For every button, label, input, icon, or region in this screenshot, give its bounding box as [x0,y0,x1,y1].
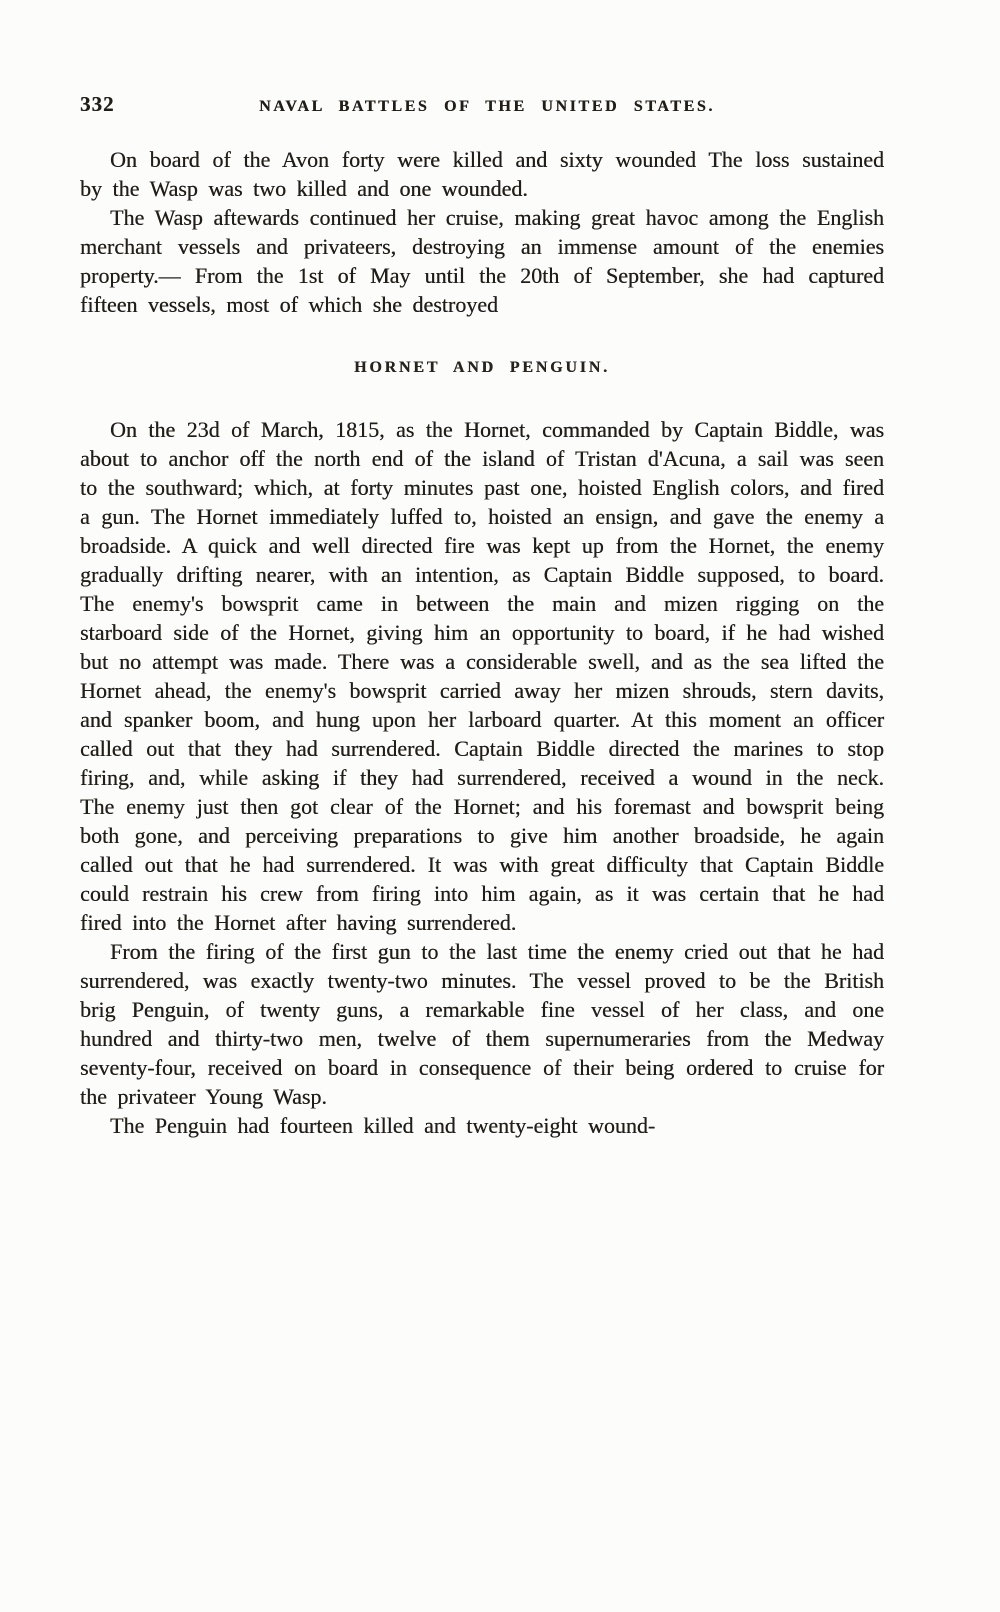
paragraph-penguin-casualties: The Penguin had fourteen killed and twenty-eight wound- [110,1113,656,1138]
running-title: NAVAL BATTLES OF THE UNITED STATES. [259,98,715,115]
paragraph-hornet-engagement: On the 23d of March, 1815, as the Hornet, commanded by Captain Biddle, was about to anchor off the north end of the island of Tristan d'Acuna, a sail was seen to the southward; which, at forty minutes past one, hoisted English colors, and fired a gun. The Hornet immediately luffed to, hoisted an ensign, and gave the enemy a broadside. A quick and well directed fire was kept up from the Hornet, the enemy gradually drifting nearer, with an intention, as Captain Biddle supposed, to board. The enemy's bowsprit came in between the main and mizen rigging on the starboard side of the Hornet, giving him an opportunity to board, if he had wished but no attempt was made. There was a considerable swell, and as the sea lifted the Hornet ahead, the enemy's bowsprit carried away her mizen shrouds, stern davits, and spanker boom, and hung upon her larboard quarter. At this moment an officer called out that they had surrendered. Captain Biddle directed the marines to stop firing, and, while asking if they had surrendered, received a wound in the neck. The enemy just then got clear of the Hornet; and his foremast and bowsprit being both gone, and perceiving preparations to give him another broadside, he again called out that he had surrendered. It was with great difficulty that Captain Biddle could restrain his crew from firing into him again, as it was certain that he had fired into the Hornet after having surrendered. [80,417,884,935]
paragraph-penguin-description: From the firing of the first gun to the last time the enemy cried out that he had surrendered, was exactly twenty-two minutes. The vessel proved to be the British brig Penguin, of twenty guns, a remarkable fine vessel of her class, and one hundred and thirty-two men, twelve of them supernumeraries from the Medway seventy-four, received on board in consequence of their being ordered to cruise for the privateer Young Wasp. [80,939,884,1109]
paragraph-wasp-cruise: The Wasp aftewards continued her cruise, making great havoc among the English merchant vessels and privateers, destroying an immense amount of the enemies property.— From the 1st of May until the 20th of September, she had captured fifteen vessels, most of which she destroyed [80,205,884,317]
page-header [80,92,884,117]
section-heading: HORNET AND PENGUIN. [354,359,610,376]
page-number: 332 [80,92,115,116]
page-body [80,145,884,1140]
paragraph-avon-losses: On board of the Avon forty were killed and sixty wounded The loss sustained by the Wasp was two killed and one wounded. [80,147,884,201]
